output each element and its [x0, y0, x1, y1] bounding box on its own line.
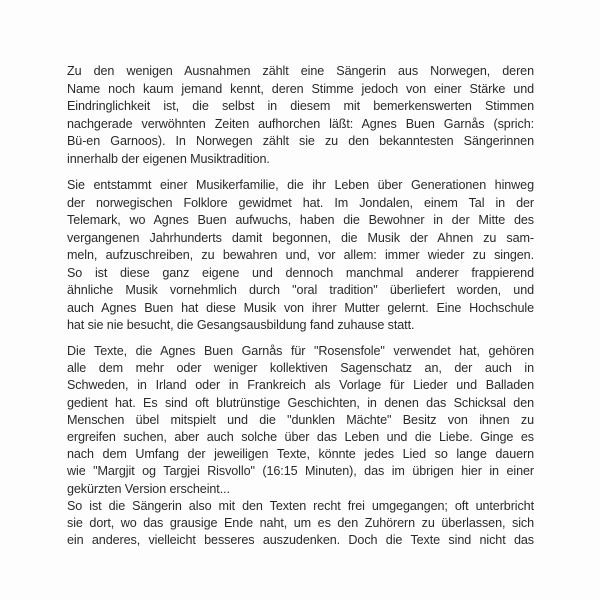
text-line: Die Texte, die Agnes Buen Garnås für "Rosensfole" verwendet hat, gehören [67, 344, 534, 358]
text-line: wie "Margjit og Targjei Risvollo" (16:15 Minuten), das im übrigen hier in einer [67, 464, 534, 479]
text-line: So ist diese ganz eigene und dennoch manchmal anderer frappierend [67, 265, 534, 280]
text-line: Name noch kaum jemand kennt, deren Stimme jedoch von einer Stärke und [67, 81, 534, 96]
text-line: gedient hat. Es sind oft blutrünstige Geschichten, in denen das Schicksal den [67, 395, 534, 410]
text-line: Eindringlichkeit ist, die selbst in diesem mit bemerkenswerten Stimmen [67, 99, 534, 113]
paragraph-2 [67, 177, 534, 335]
text-line: der norwegischen Folklore gewidmet hat. Im Jondalen, einem Tal in der [67, 195, 534, 210]
text-line: nachgerade verwöhnten Zeiten aufhorchen läßt: Agnes Buen Garnås (sprich: [67, 116, 534, 131]
text-line: ähnliche Musik vornehmlich durch "oral tradition" überliefert worden, und [67, 283, 534, 297]
text-line: hat sie nie besucht, die Gesangsausbildung fand zuhause statt. [67, 318, 415, 332]
text-line: vergangenen Jahrhunderts damit begonnen, die Musik der Ahnen zu sam- [67, 230, 534, 245]
text-line: auch Agnes Buen hat diese Musik von ihrer Mutter gelernt. Eine Hochschule [67, 300, 534, 315]
text-line: meln, aufzuschreiben, zu bewahren und, vor allem: immer wieder zu singen. [67, 248, 534, 262]
text-line: Schweden, in Irland oder in Frankreich als Vorlage für Lieder und Balladen [67, 378, 534, 393]
text-line: gekürzten Version erscheint... [67, 481, 230, 496]
text-line: alle dem mehr oder weniger kollektiven Sagenschatz an, der auch in [67, 361, 534, 376]
text-line: Bü-en Garnoos). In Norwegen zählt sie zu den bekanntesten Sängerinnen [67, 134, 534, 148]
text-line: Zu den wenigen Ausnahmen zählt eine Sängerin aus Norwegen, deren [67, 64, 534, 78]
text-line: Telemark, wo Agnes Buen aufwuchs, haben die Bewohner in der Mitte des [67, 213, 534, 227]
text-line: Sie entstammt einer Musikerfamilie, die ihr Leben über Generationen hinweg [67, 178, 534, 192]
text-line: So ist die Sängerin also mit den Texten recht frei umgegangen; oft unterbricht [67, 498, 534, 513]
paragraph-1 [67, 63, 534, 168]
text-line: sie dort, wo das grausige Ende naht, um es den Zuhörern zu überlassen, sich [67, 515, 534, 530]
text-line: nach dem Umfang der jeweiligen Texte, könnte jedes Lied so lange dauern [67, 447, 534, 462]
text-line: ein anderes, vielleicht besseres auszudenken. Doch die Texte sind nicht das [67, 533, 534, 548]
text-line: innerhalb der eigenen Musiktradition. [67, 151, 270, 166]
text-line: ergreifen suchen, aber auch solche über das Leben und die Liebe. Ginge es [67, 429, 534, 444]
text-line: Menschen übel mitspielt und die "dunklen Mächte" Besitz von ihnen zu [67, 412, 534, 427]
paragraph-3 [67, 343, 534, 549]
